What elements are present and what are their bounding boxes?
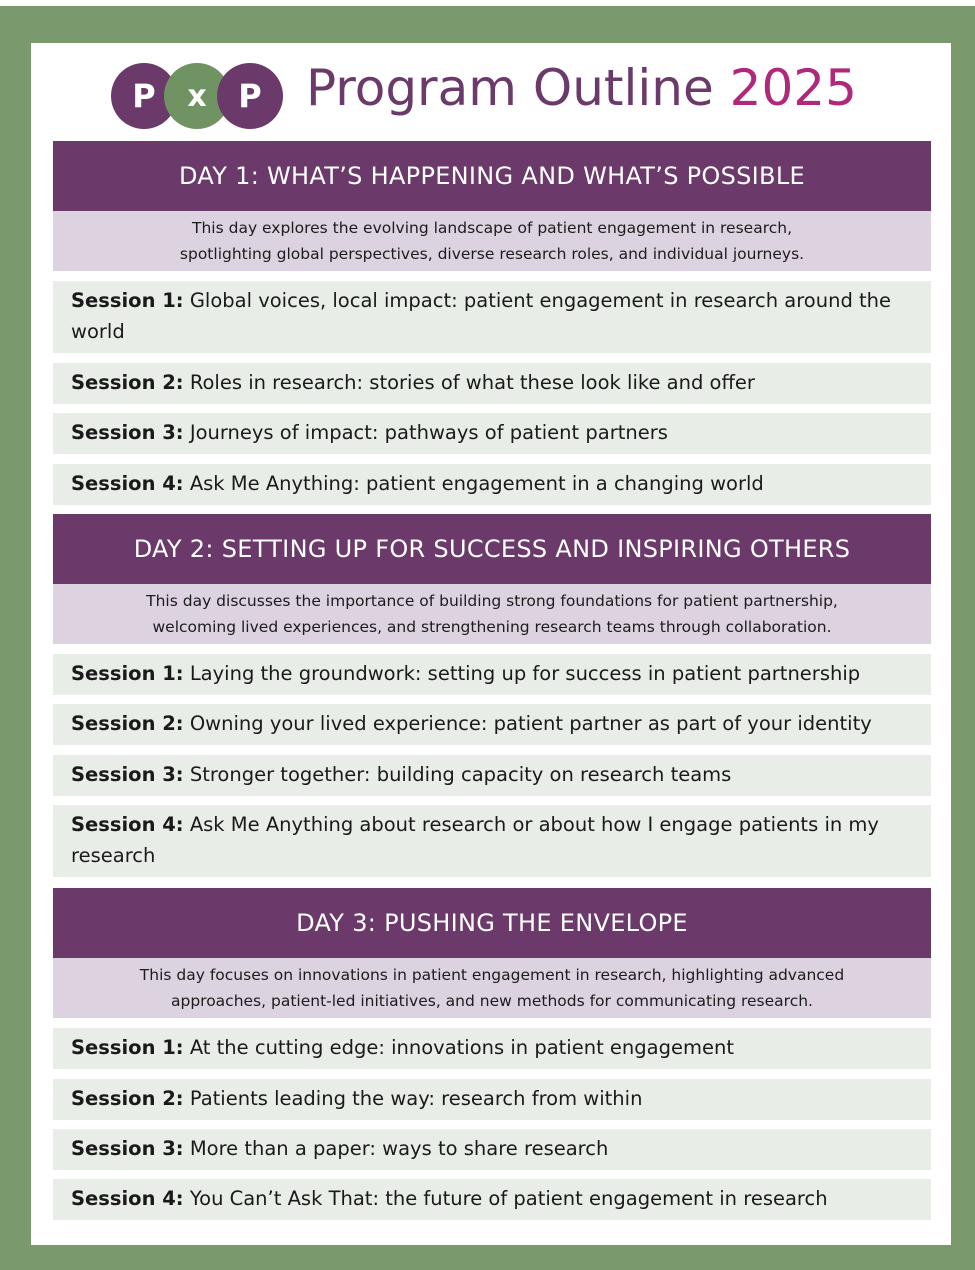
session-label: Session 1:	[71, 1036, 184, 1059]
day-2-session-2	[53, 704, 931, 745]
day-2-session-3	[53, 755, 931, 796]
session-label: Session 3:	[71, 1137, 184, 1160]
session-title: More than a paper: ways to share research	[189, 1137, 609, 1160]
day-2-description-line1: This day discusses the importance of building strong foundations for patient partnership,	[146, 592, 838, 610]
day-1-heading: DAY 1: WHAT’S HAPPENING AND WHAT’S POSSIBLE	[53, 141, 931, 211]
day-3-session-4	[53, 1179, 931, 1220]
session-title: Journeys of impact: pathways of patient partners	[189, 421, 668, 444]
day-3-heading: DAY 3: PUSHING THE ENVELOPE	[53, 888, 931, 958]
header	[31, 61, 951, 133]
session-label: Session 1:	[71, 289, 184, 312]
session-title: Laying the groundwork: setting up for success in patient partnership	[189, 662, 861, 685]
day-2-description-line2: welcoming lived experiences, and strengthening research teams through collaboration.	[152, 618, 832, 636]
session-title: Patients leading the way: research from within	[189, 1087, 643, 1110]
day-1-session-3	[53, 413, 931, 454]
session-label: Session 2:	[71, 1087, 184, 1110]
session-label: Session 3:	[71, 421, 184, 444]
session-label: Session 2:	[71, 712, 184, 735]
day-3-description	[53, 958, 931, 1018]
pxp-logo	[111, 63, 283, 129]
day-1-session-4	[53, 464, 931, 505]
page-title	[306, 59, 857, 117]
day-1-session-2	[53, 363, 931, 404]
day-3-description-line2: approaches, patient-led initiatives, and new methods for communicating research.	[170, 992, 813, 1010]
day-2-session-1	[53, 654, 931, 695]
session-title: You Can’t Ask That: the future of patient engagement in research	[189, 1187, 828, 1210]
day-2-description	[53, 584, 931, 644]
document-page	[31, 43, 951, 1245]
day-3-description-line1: This day focuses on innovations in patient engagement in research, highlighting advanced	[139, 966, 845, 984]
session-label: Session 1:	[71, 662, 184, 685]
day-3-session-3	[53, 1129, 931, 1170]
session-title: Owning your lived experience: patient partner as part of your identity	[189, 712, 872, 735]
logo-circle-p2: P	[217, 63, 283, 129]
logo-circle-p1: P	[111, 63, 177, 129]
session-title: Ask Me Anything about research or about how I engage patients in my research	[71, 813, 879, 867]
session-title: Ask Me Anything: patient engagement in a changing world	[189, 472, 764, 495]
day-1-description-line1: This day explores the evolving landscape of patient engagement in research,	[192, 219, 792, 237]
title-year: 2025	[729, 59, 857, 117]
day-2-session-4	[53, 805, 931, 877]
page-border	[0, 6, 975, 1270]
logo-circle-x: x	[164, 63, 230, 129]
session-title: Stronger together: building capacity on research teams	[189, 763, 732, 786]
session-title: Global voices, local impact: patient engagement in research around the world	[71, 289, 892, 343]
day-1-description	[53, 211, 931, 271]
session-title: Roles in research: stories of what these look like and offer	[189, 371, 755, 394]
session-title: At the cutting edge: innovations in patient engagement	[189, 1036, 734, 1059]
day-3-session-1	[53, 1028, 931, 1069]
day-3-session-2	[53, 1079, 931, 1120]
session-label: Session 2:	[71, 371, 184, 394]
day-1-session-1	[53, 281, 931, 353]
session-label: Session 4:	[71, 472, 184, 495]
session-label: Session 3:	[71, 763, 184, 786]
title-text: Program Outline	[306, 59, 714, 117]
session-label: Session 4:	[71, 1187, 184, 1210]
day-2-heading: DAY 2: SETTING UP FOR SUCCESS AND INSPIRING OTHERS	[53, 514, 931, 584]
session-label: Session 4:	[71, 813, 184, 836]
day-1-description-line2: spotlighting global perspectives, diverse research roles, and individual journeys.	[179, 245, 805, 263]
